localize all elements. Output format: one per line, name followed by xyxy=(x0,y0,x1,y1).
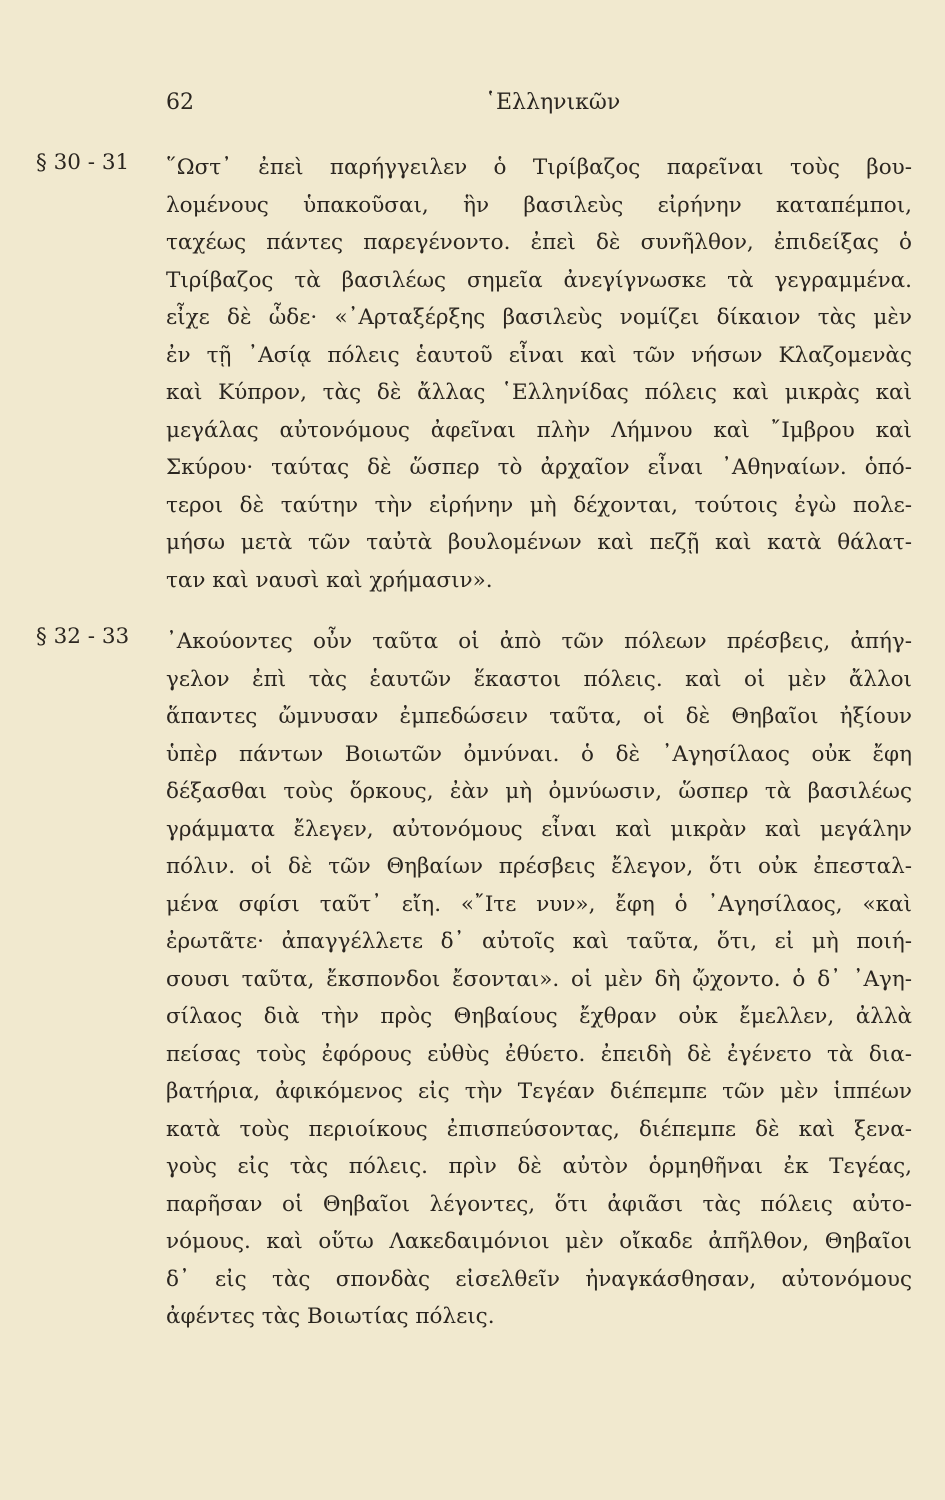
text-line: ἐρωτᾶτε· ἀπαγγέλλετε δ᾽ αὐτοῖς καὶ ταῦτα, ὅτι, εἰ μὴ ποιή- xyxy=(166,929,912,954)
text-line: ὑπὲρ πάντων Βοιωτῶν ὀμνύναι. ὁ δὲ ᾽Αγησίλαος οὐκ ἔφη xyxy=(166,741,912,767)
text-line: γελον ἐπὶ τὰς ἑαυτῶν ἕκαστοι πόλεις. καὶ οἱ μὲν ἄλλοι xyxy=(166,666,912,692)
text-line: ταχέως πάντες παρεγένοντο. ἐπεὶ δὲ συνῆλθον, ἐπιδείξας ὁ xyxy=(166,230,912,255)
text-line: ἀφέντες τὰς Βοιωτίας πόλεις. xyxy=(166,1304,495,1329)
text-line: καὶ Κύπρον, τὰς δὲ ἄλλας ῾Ελληνίδας πόλεις καὶ μικρὰς καὶ xyxy=(166,380,912,405)
text-line: δ᾽ εἰς τὰς σπονδὰς εἰσελθεῖν ἠναγκάσθησαν, αὐτονόμους xyxy=(166,1266,912,1292)
text-line: πόλιν. οἱ δὲ τῶν Θηβαίων πρέσβεις ἔλεγον, ὅτι οὐκ ἐπεσταλ- xyxy=(166,854,912,879)
text-line: γράμματα ἔλεγεν, αὐτονόμους εἶναι καὶ μικρὰν καὶ μεγάλην xyxy=(166,816,912,842)
text-line: Σκύρου· ταύτας δὲ ὥσπερ τὸ ἀρχαῖον εἶναι ᾽Αθηναίων. ὁπό- xyxy=(166,455,912,480)
text-line: ταν καὶ ναυσὶ καὶ χρήμασιν». xyxy=(166,567,493,593)
text-line: εἶχε δὲ ὧδε· «᾽Αρταξέρξης βασιλεὺς νομίζει δίκαιον τὰς μὲν xyxy=(166,305,912,330)
text-line: ἅπαντες ὤμνυσαν ἐμπεδώσειν ταῦτα, οἱ δὲ Θηβαῖοι ἠξίουν xyxy=(166,704,912,729)
section-number: § 30 - 31 xyxy=(36,150,130,175)
text-line: βατήρια, ἀφικόμενος εἰς τὴν Τεγέαν διέπεμπε τῶν μὲν ἱππέων xyxy=(166,1079,912,1104)
text-line: σουσι ταῦτα, ἔκσπονδοι ἔσονται». οἱ μὲν δὴ ᾤχοντο. ὁ δ᾽ ᾽Αγη- xyxy=(166,966,912,992)
text-line: ἐν τῇ ᾽Ασίᾳ πόλεις ἑαυτοῦ εἶναι καὶ τῶν νήσων Κλαζομενὰς xyxy=(166,342,912,368)
text-line: τεροι δὲ ταύτην τὴν εἰρήνην μὴ δέχονται, τούτοις ἐγὼ πολε- xyxy=(166,492,912,518)
running-head xyxy=(0,90,945,124)
text-line: ῞Ωστ᾽ ἐπεὶ παρήγγειλεν ὁ Τιρίβαζος παρεῖναι τοὺς βου- xyxy=(166,155,912,180)
text-line: παρῆσαν οἱ Θηβαῖοι λέγοντες, ὅτι ἀφιᾶσι τὰς πόλεις αὐτο- xyxy=(166,1191,912,1217)
text-line: μένα σφίσι ταῦτ᾽ εἴη. «῎Ιτε νυν», ἔφη ὁ ᾽Αγησίλαος, «καὶ xyxy=(166,891,912,917)
running-title: ῾Ελληνικῶν xyxy=(485,90,621,115)
text-line: δέξασθαι τοὺς ὅρκους, ἐὰν μὴ ὀμνύωσιν, ὥσπερ τὰ βασιλέως xyxy=(166,779,912,804)
text-line: νόμους. καὶ οὕτω Λακεδαιμόνιοι μὲν οἴκαδε ἀπῆλθον, Θηβαῖοι xyxy=(166,1229,912,1254)
text-line: κατὰ τοὺς περιοίκους ἐπισπεύσοντας, διέπεμπε δὲ καὶ ξενα- xyxy=(166,1116,912,1142)
text-line: σίλαος διὰ τὴν πρὸς Θηβαίους ἔχθραν οὐκ ἔμελλεν, ἀλλὰ xyxy=(166,1004,912,1029)
text-line: μήσω μετὰ τῶν ταὐτὰ βουλομένων καὶ πεζῇ καὶ κατὰ θάλατ- xyxy=(166,530,912,555)
text-line: πείσας τοὺς ἐφόρους εὐθὺς ἐθύετο. ἐπειδὴ δὲ ἐγένετο τὰ δια- xyxy=(166,1041,912,1067)
text-line: γοὺς εἰς τὰς πόλεις. πρὶν δὲ αὐτὸν ὁρμηθῆναι ἐκ Τεγέας, xyxy=(166,1154,912,1179)
text-line: μεγάλας αὐτονόμους ἀφεῖναι πλὴν Λήμνου καὶ ῎Ιμβρου καὶ xyxy=(166,417,912,443)
page-number: 62 xyxy=(166,90,194,115)
section-number: § 32 - 33 xyxy=(36,624,130,649)
text-line: λομένους ὑπακοῦσαι, ἣν βασιλεὺς εἰρήνην καταπέμποι, xyxy=(166,192,912,218)
text-line: ᾽Ακούοντες οὖν ταῦτα οἱ ἀπὸ τῶν πόλεων πρέσβεις, ἀπήγ- xyxy=(166,629,912,654)
text-line: Τιρίβαζος τὰ βασιλέως σημεῖα ἀνεγίγνωσκε τὰ γεγραμμένα. xyxy=(166,267,912,293)
